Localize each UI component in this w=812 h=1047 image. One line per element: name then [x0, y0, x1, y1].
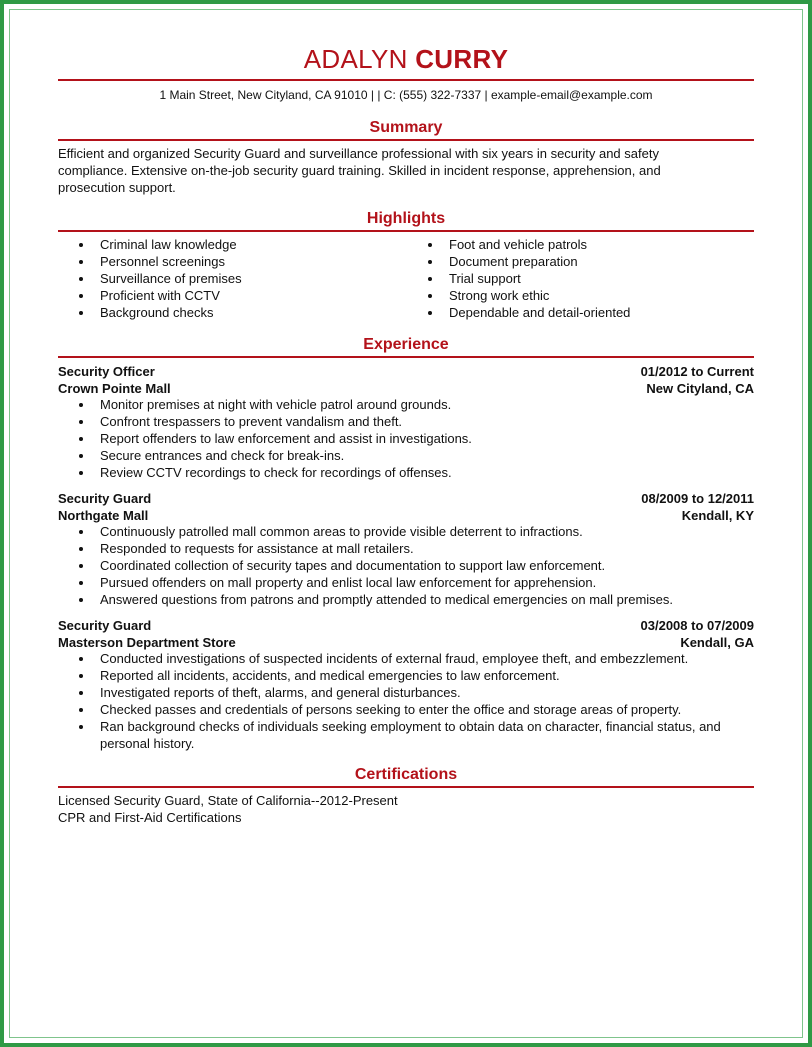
job-bullet: Confront trespassers to prevent vandalism and theft.	[58, 413, 472, 430]
highlights-right-list	[407, 236, 630, 321]
job-bullet: Ran background checks of individuals seeking employment to obtain data on character, financial status, and personal history.	[58, 718, 758, 752]
job-title-row	[58, 363, 754, 380]
highlight-item: Dependable and detail-oriented	[407, 304, 630, 321]
summary-line: prosecution support.	[58, 180, 176, 195]
job-employer-row	[58, 507, 754, 524]
job-title-row	[58, 617, 754, 634]
summary-line: Efficient and organized Security Guard and surveillance professional with six years in security and safety	[58, 146, 659, 161]
summary-divider	[58, 139, 754, 141]
highlight-item: Background checks	[58, 304, 242, 321]
job-dates: 03/2008 to 07/2009	[640, 618, 754, 633]
highlights-divider	[58, 230, 754, 232]
job-title: Security Guard	[58, 618, 152, 633]
job-title-row	[58, 490, 754, 507]
job-bullet: Answered questions from patrons and promptly attended to medical emergencies on mall premises.	[58, 591, 673, 608]
job-bullet: Checked passes and credentials of persons seeking to enter the office and storage areas of property.	[58, 701, 758, 718]
experience-divider	[58, 356, 754, 358]
highlight-item: Strong work ethic	[407, 287, 630, 304]
highlight-item: Personnel screenings	[58, 253, 242, 270]
certification-item: Licensed Security Guard, State of California--2012-Present	[58, 793, 398, 808]
job-title: Security Officer	[58, 364, 155, 379]
job-bullet: Monitor premises at night with vehicle patrol around grounds.	[58, 396, 472, 413]
certification-item: CPR and First-Aid Certifications	[58, 810, 242, 825]
job-employer-row	[58, 380, 754, 397]
candidate-name	[0, 44, 812, 75]
job-bullet: Secure entrances and check for break-ins.	[58, 447, 472, 464]
experience-heading: Experience	[363, 336, 449, 353]
job-bullet: Responded to requests for assistance at mall retailers.	[58, 540, 673, 557]
highlight-item: Surveillance of premises	[58, 270, 242, 287]
job-employer: Masterson Department Store	[58, 635, 236, 650]
first-name: ADALYN	[303, 44, 408, 74]
job-dates: 01/2012 to Current	[640, 364, 754, 379]
highlight-item: Proficient with CCTV	[58, 287, 242, 304]
job-bullets	[58, 523, 673, 608]
job-bullet: Investigated reports of theft, alarms, and general disturbances.	[58, 684, 758, 701]
job-location: Kendall, KY	[681, 508, 754, 523]
highlight-item: Foot and vehicle patrols	[407, 236, 630, 253]
job-employer: Crown Pointe Mall	[58, 381, 171, 396]
job-employer: Northgate Mall	[58, 508, 149, 523]
summary-text	[58, 145, 748, 196]
highlights-left-list	[58, 236, 242, 321]
job-bullets	[58, 650, 758, 752]
header-divider	[58, 79, 754, 81]
job-bullets	[58, 396, 472, 481]
job-bullet: Report offenders to law enforcement and assist in investigations.	[58, 430, 472, 447]
job-title: Security Guard	[58, 491, 152, 506]
summary-line: compliance. Extensive on-the-job security guard training. Skilled in incident response, apprehension, and	[58, 163, 661, 178]
job-bullet: Reported all incidents, accidents, and medical emergencies to law enforcement.	[58, 667, 758, 684]
last-name: CURRY	[415, 44, 509, 74]
job-bullet: Pursued offenders on mall property and enlist local law enforcement for apprehension.	[58, 574, 673, 591]
job-bullet: Review CCTV recordings to check for recordings of offenses.	[58, 464, 472, 481]
highlight-item: Criminal law knowledge	[58, 236, 242, 253]
highlights-heading: Highlights	[366, 210, 446, 227]
highlight-item: Trial support	[407, 270, 630, 287]
job-location: New Cityland, CA	[646, 381, 754, 396]
job-bullet: Conducted investigations of suspected incidents of external fraud, employee theft, and embezzlement.	[58, 650, 758, 667]
certifications-heading: Certifications	[354, 766, 458, 783]
certifications-divider	[58, 786, 754, 788]
job-bullet: Continuously patrolled mall common areas to provide visible deterrent to infractions.	[58, 523, 673, 540]
contact-line: 1 Main Street, New Cityland, CA 91010 | | C: (555) 322-7337 | example-email@example.com	[159, 88, 653, 102]
job-location: Kendall, GA	[680, 635, 754, 650]
highlight-item: Document preparation	[407, 253, 630, 270]
summary-heading: Summary	[369, 119, 443, 136]
job-employer-row	[58, 634, 754, 651]
job-dates: 08/2009 to 12/2011	[641, 491, 754, 506]
job-bullet: Coordinated collection of security tapes and documentation to support law enforcement.	[58, 557, 673, 574]
